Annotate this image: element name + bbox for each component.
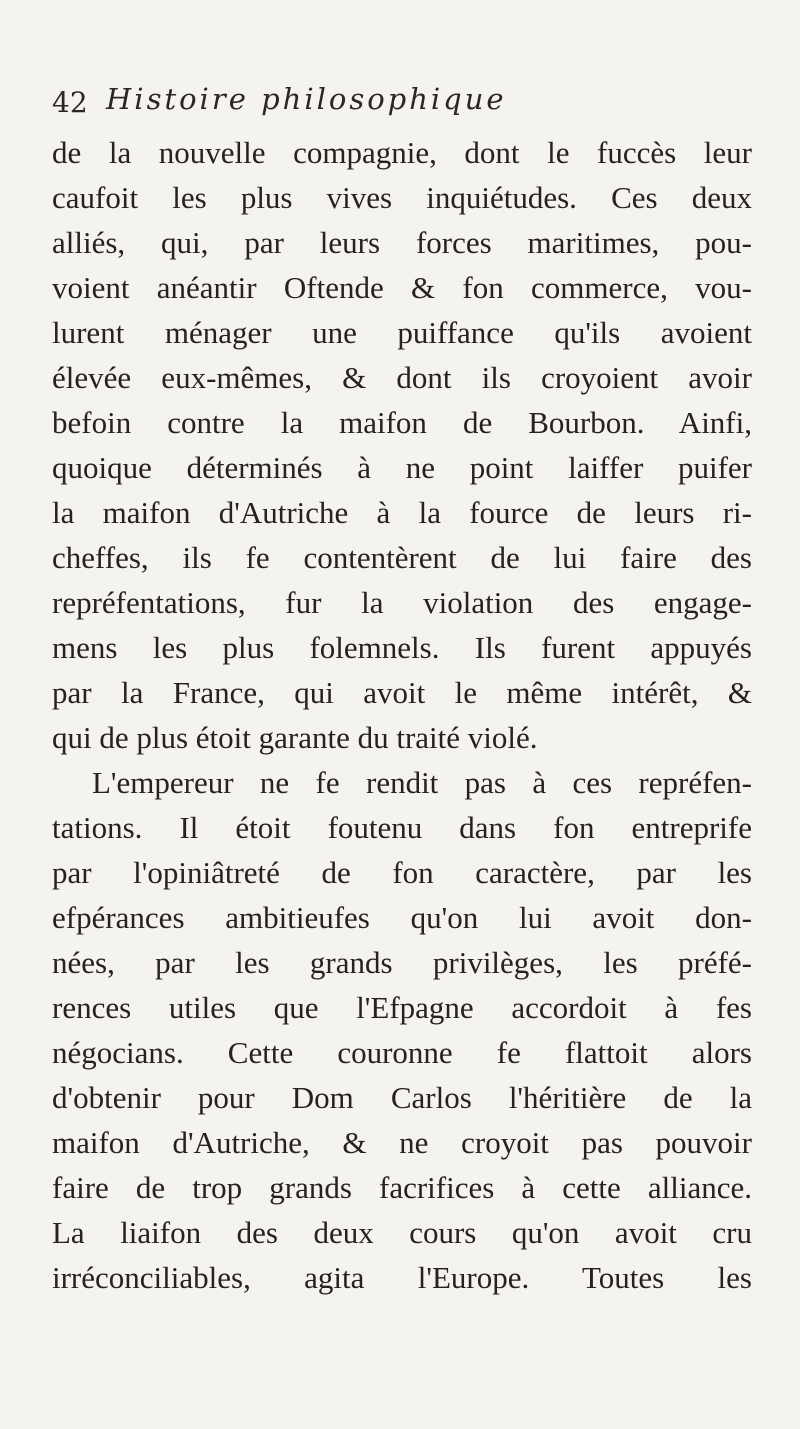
text-line: négocians. Cette couronne fe flattoit alors [52,1035,752,1070]
text-line: irréconciliables, agita l'Europe. Toutes les [52,1260,752,1295]
text-line: mens les plus folemnels. Ils furent appuyés [52,630,752,665]
text-line: rences utiles que l'Efpagne accordoit à fes [52,990,752,1025]
text-line: efpérances ambitieufes qu'on lui avoit don- [52,900,752,935]
text-line: la maifon d'Autriche à la fource de leurs ri- [52,495,752,530]
text-line: La liaifon des deux cours qu'on avoit cru [52,1215,752,1250]
text-line: par l'opiniâtreté de fon caractère, par les [52,855,752,890]
body-text [52,130,752,1300]
text-line: d'obtenir pour Dom Carlos l'héritière de la [52,1080,752,1115]
text-line: cheffes, ils fe contentèrent de lui faire des [52,540,752,575]
text-line: tations. Il étoit foutenu dans fon entreprife [52,810,752,845]
text-line: nées, par les grands privilèges, les préfé- [52,945,752,980]
page-number: 42 [52,86,88,119]
text-line: befoin contre la maifon de Bourbon. Ainfi, [52,405,752,440]
text-line: faire de trop grands facrifices à cette alliance. [52,1170,752,1205]
text-line: de la nouvelle compagnie, dont le fuccès leur [52,135,752,170]
text-line: qui de plus étoit garante du traité violé. [52,720,538,755]
text-line: quoique déterminés à ne point laiffer puifer [52,450,752,485]
text-line: élevée eux-mêmes, & dont ils croyoient avoir [52,360,752,395]
text-line: par la France, qui avoit le même intérêt, & [52,675,752,710]
text-line: caufoit les plus vives inquiétudes. Ces deux [52,180,752,215]
text-line: alliés, qui, par leurs forces maritimes, pou- [52,225,752,260]
running-head: Histoire philosophique [106,82,507,116]
text-line: voient anéantir Oftende & fon commerce, vou- [52,270,752,305]
text-line: lurent ménager une puiffance qu'ils avoient [52,315,752,350]
page-header [52,82,712,126]
paragraph-start-line: L'empereur ne fe rendit pas à ces repréfen- [92,765,752,800]
text-line: maifon d'Autriche, & ne croyoit pas pouvoir [52,1125,752,1160]
text-line: repréfentations, fur la violation des engage- [52,585,752,620]
